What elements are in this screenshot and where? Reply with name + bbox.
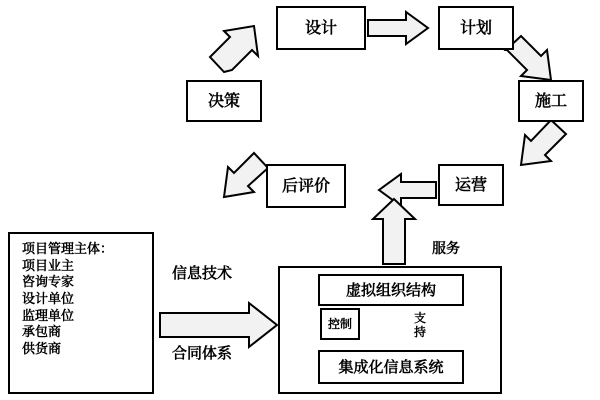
support-label: 支持 (413, 311, 426, 339)
cycle-node-operation-label: 运营 (454, 175, 487, 194)
cycle-node-plan-label: 计划 (459, 18, 492, 37)
integrated-information-system-label: 集成化信息系统 (338, 357, 444, 376)
subject-panel-item-supervision-unit: 监理单位 (22, 308, 75, 324)
project-management-subject-panel[interactable] (8, 232, 154, 394)
control-label: 控制 (327, 316, 352, 331)
cycle-node-construction-label: 施工 (534, 91, 567, 110)
subject-panel-heading: 项目管理主体： (22, 242, 114, 257)
flow-label-contract-system: 合同体系 (172, 344, 233, 362)
subject-panel-item-consultant: 咨询专家 (22, 275, 75, 291)
arrow-decision-to-design (210, 26, 258, 72)
flow-label-service: 服务 (432, 241, 460, 257)
arrow-subject-to-system (160, 303, 277, 347)
control-box[interactable] (320, 308, 360, 340)
cycle-node-post-evaluation-label: 后评价 (281, 176, 330, 195)
cycle-node-decision-label: 决策 (207, 91, 240, 110)
arrow-post-evaluation-to-decision (224, 153, 268, 197)
arrow-design-to-plan (368, 12, 428, 44)
arrow-operation-to-post-evaluation (379, 174, 436, 206)
cycle-node-plan[interactable] (438, 6, 514, 50)
subject-panel-item-owner: 项目业主 (22, 258, 75, 274)
cycle-node-operation[interactable] (438, 164, 504, 206)
flow-label-information-technology: 信息技术 (172, 264, 233, 282)
subject-panel-item-contractor: 承包商 (22, 325, 62, 341)
arrow-system-to-post-evaluation (373, 199, 415, 264)
cycle-node-design[interactable] (276, 6, 366, 50)
cycle-node-design-label: 设计 (304, 18, 337, 37)
cycle-node-decision[interactable] (186, 80, 262, 122)
cycle-node-post-evaluation[interactable] (266, 164, 346, 208)
subject-panel-item-design-unit: 设计单位 (22, 291, 75, 307)
virtual-organization-structure-label: 虚拟组织结构 (345, 280, 436, 299)
subject-panel-item-supplier: 供货商 (22, 341, 62, 357)
cycle-node-construction[interactable] (518, 80, 584, 122)
arrow-construction-to-operation (521, 120, 566, 165)
integrated-information-system-box[interactable] (318, 350, 464, 384)
virtual-organization-structure-box[interactable] (318, 274, 464, 306)
